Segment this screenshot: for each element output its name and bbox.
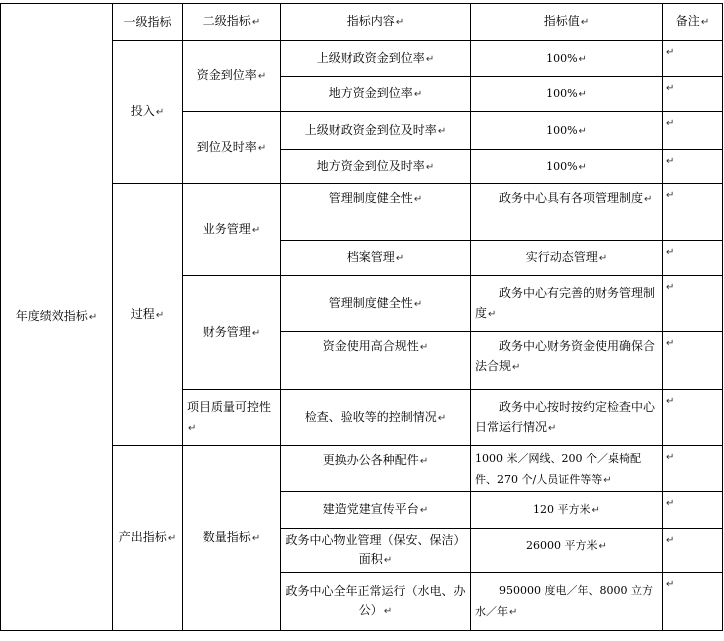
paragraph-mark-icon: ↵ — [155, 107, 165, 118]
paragraph-mark-icon: ↵ — [578, 89, 587, 100]
paragraph-mark-icon: ↵ — [425, 161, 435, 173]
value-cell: 100%↵ — [471, 77, 663, 112]
value-cell: 政务中心按时按约定检查中心日常运行情况↵ — [471, 390, 663, 446]
paragraph-mark-icon: ↵ — [603, 475, 612, 486]
remark-cell — [663, 241, 723, 276]
content-cell: 检查、验收等的控制情况↵ — [281, 390, 471, 446]
content-cell: 地方资金到位及时率↵ — [281, 150, 471, 184]
content-cell: 政务中心物业管理（保安、保洁）面积↵ — [281, 529, 471, 573]
paragraph-mark-icon: ↵ — [591, 505, 600, 516]
paragraph-mark-icon: ↵ — [578, 53, 587, 65]
paragraph-mark-icon: ↵ — [666, 338, 675, 349]
value-cell: 政务中心财务资金使用确保合法合规↵ — [471, 332, 663, 390]
header-level1: 一级指标 — [113, 4, 183, 41]
value-cell: 950000 度电／年、8000 立方水／年↵ — [471, 573, 663, 631]
level2-funds-rate: 资金到位率↵ — [183, 41, 281, 112]
level2-quantity: 数量指标↵ — [183, 446, 281, 631]
value-cell: 100%↵ — [471, 150, 663, 184]
paragraph-mark-icon: ↵ — [419, 505, 429, 516]
level1-process: 过程↵ — [113, 184, 183, 446]
paragraph-mark-icon: ↵ — [413, 89, 423, 100]
paragraph-mark-icon: ↵ — [413, 298, 423, 310]
header-content: 指标内容↵ — [281, 4, 471, 41]
level2-business: 业务管理↵ — [183, 184, 281, 276]
value-cell: 26000 平方米↵ — [471, 529, 663, 573]
remark-cell — [663, 112, 723, 150]
paragraph-mark-icon: ↵ — [167, 533, 177, 544]
remark-cell — [663, 41, 723, 77]
paragraph-mark-icon: ↵ — [598, 253, 608, 264]
paragraph-mark-icon: ↵ — [644, 194, 653, 205]
value-cell: 政务中心具有各项管理制度↵ — [471, 184, 663, 241]
paragraph-mark-icon: ↵ — [666, 396, 675, 407]
level2-timely-rate: 到位及时率↵ — [183, 112, 281, 184]
paragraph-mark-icon: ↵ — [437, 125, 447, 137]
paragraph-mark-icon: ↵ — [437, 412, 447, 424]
header-row — [1, 4, 723, 41]
content-cell: 建造党建宣传平台↵ — [281, 492, 471, 529]
paragraph-mark-icon: ↵ — [395, 253, 405, 264]
level1-input: 投入↵ — [113, 41, 183, 184]
value-cell: 100%↵ — [471, 41, 663, 77]
root-label: 年度绩效指标 — [15, 309, 88, 323]
paragraph-mark-icon: ↵ — [666, 47, 675, 58]
content-cell: 政务中心全年正常运行（水电、办公）↵ — [281, 573, 471, 631]
value-cell: 实行动态管理↵ — [471, 241, 663, 276]
value-cell: 1000 米／网线、200 个／桌椅配件、270 个/人员证件等等↵ — [471, 446, 663, 492]
paragraph-mark-icon: ↵ — [251, 17, 261, 28]
remark-cell — [663, 184, 723, 241]
paragraph-mark-icon: ↵ — [666, 190, 675, 201]
paragraph-mark-icon: ↵ — [598, 541, 607, 552]
content-cell: 上级财政资金到位及时率↵ — [281, 112, 471, 150]
paragraph-mark-icon: ↵ — [188, 422, 197, 434]
paragraph-mark-icon: ↵ — [488, 308, 497, 320]
paragraph-mark-icon: ↵ — [395, 17, 405, 28]
value-cell: 120 平方米↵ — [471, 492, 663, 529]
level1-output: 产出指标↵ — [113, 446, 183, 631]
content-cell: 资金使用高合规性↵ — [281, 332, 471, 390]
paragraph-mark-icon: ↵ — [578, 125, 587, 137]
paragraph-mark-icon: ↵ — [419, 342, 429, 353]
paragraph-mark-icon: ↵ — [666, 83, 675, 94]
remark-cell — [663, 573, 723, 631]
paragraph-mark-icon: ↵ — [580, 17, 590, 28]
paragraph-mark-icon: ↵ — [413, 194, 423, 205]
paragraph-mark-icon: ↵ — [666, 452, 675, 463]
paragraph-mark-icon: ↵ — [383, 555, 393, 566]
value-cell: 政务中心有完善的财务管理制度↵ — [471, 276, 663, 332]
header-level2: 二级指标↵ — [183, 4, 281, 41]
paragraph-mark-icon: ↵ — [578, 161, 587, 173]
content-cell: 上级财政资金到位率↵ — [281, 41, 471, 77]
root-label-cell — [1, 4, 113, 631]
paragraph-mark-icon: ↵ — [419, 456, 429, 467]
paragraph-mark-icon: ↵ — [155, 309, 165, 321]
remark-cell — [663, 446, 723, 492]
remark-cell — [663, 77, 723, 112]
remark-cell — [663, 390, 723, 446]
paragraph-mark-icon: ↵ — [666, 118, 675, 129]
paragraph-mark-icon: ↵ — [666, 156, 675, 167]
remark-cell — [663, 150, 723, 184]
content-cell: 管理制度健全性↵ — [281, 276, 471, 332]
header-remark: 备注↵ — [663, 4, 723, 41]
content-cell: 档案管理↵ — [281, 241, 471, 276]
paragraph-mark-icon: ↵ — [666, 498, 675, 509]
level2-quality: 项目质量可控性↵ — [183, 390, 281, 446]
header-value: 指标值↵ — [471, 4, 663, 41]
paragraph-mark-icon: ↵ — [257, 71, 267, 82]
paragraph-mark-icon: ↵ — [666, 579, 675, 590]
paragraph-mark-icon: ↵ — [509, 607, 518, 618]
remark-cell — [663, 276, 723, 332]
paragraph-mark-icon: ↵ — [666, 247, 675, 258]
remark-cell — [663, 529, 723, 573]
paragraph-mark-icon: ↵ — [666, 282, 675, 293]
paragraph-mark-icon: ↵ — [425, 53, 435, 65]
value-cell: 100%↵ — [471, 112, 663, 150]
paragraph-mark-icon: ↵ — [666, 535, 675, 546]
content-cell: 管理制度健全性↵ — [281, 184, 471, 241]
paragraph-mark-icon: ↵ — [383, 606, 393, 617]
paragraph-mark-icon: ↵ — [88, 312, 98, 323]
paragraph-mark-icon: ↵ — [251, 327, 261, 339]
paragraph-mark-icon: ↵ — [251, 533, 261, 544]
paragraph-mark-icon: ↵ — [512, 362, 521, 373]
paragraph-mark-icon: ↵ — [257, 142, 267, 154]
level2-finance: 财务管理↵ — [183, 276, 281, 390]
performance-indicator-table — [0, 3, 723, 631]
paragraph-mark-icon: ↵ — [700, 17, 710, 28]
content-cell: 地方资金到位率↵ — [281, 77, 471, 112]
content-cell: 更换办公各种配件↵ — [281, 446, 471, 492]
remark-cell — [663, 492, 723, 529]
remark-cell — [663, 332, 723, 390]
paragraph-mark-icon: ↵ — [251, 224, 261, 236]
paragraph-mark-icon: ↵ — [548, 422, 557, 434]
